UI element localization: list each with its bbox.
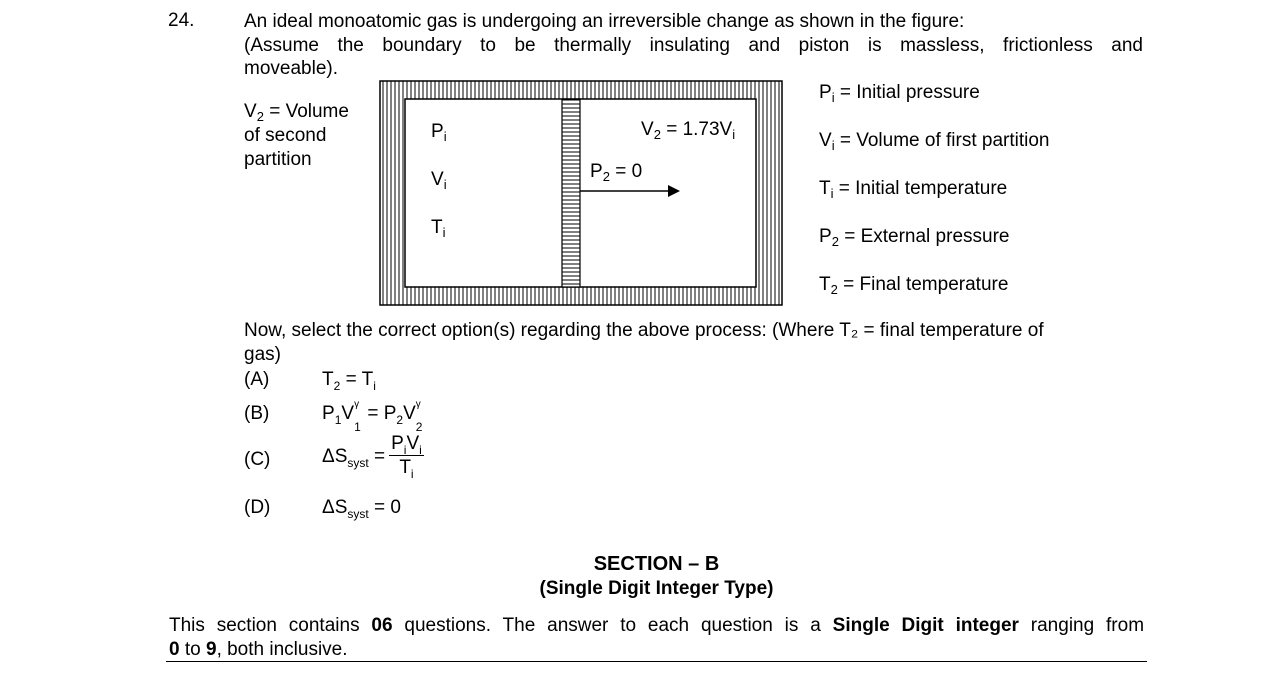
question-number: 24. [168,10,195,31]
option-b-expression: $P_1V$ γ 1 = $P_2V$ γ 2 [322,399,423,434]
option-c-expression: $\Delta S_{syst}$ = $\frac{P_iV_i}{T_i}$ [322,433,422,481]
legend-item: $V_i$ = Volume of first partition [819,130,1050,153]
label-vi: $V_i$ [431,169,447,192]
v2-side-label: $V_2$ = Volume of second partition [244,101,349,170]
bottom-rule [166,661,1147,662]
question-line-3: moveable). [244,58,338,79]
label-v2: $V_2 = 1.73V_i$ [641,119,736,142]
label-p2: $P_2 = 0$ [590,161,643,184]
section-subtitle: (Single Digit Integer Type) [539,578,774,599]
prompt-line-2: gas) [244,344,281,365]
option-d-label[interactable]: (D) [244,497,271,518]
piston-cylinder-figure [378,79,784,309]
piston [562,99,580,287]
section-title: SECTION – B [593,553,720,575]
legend-item: $T_i$ = Initial temperature [819,178,1008,201]
section-description-line-2: 0 to 9, both inclusive. [169,639,348,660]
legend-item: $T_2$ = Final temperature [819,274,1009,297]
option-d-expression: $\Delta S_{syst} = 0$ [322,497,401,521]
option-c-label[interactable]: (C) [244,449,271,470]
section-description-line-1: This section contains 06 questions. The answer to each question is a Single Digit integer ranging from [169,615,1145,636]
option-b-label[interactable]: (B) [244,403,270,424]
legend-item: $P_2$ = External pressure [819,226,1010,249]
legend-item: $P_i$ = Initial pressure [819,82,980,105]
option-a-expression: $T_2 = T_i$ [322,369,376,393]
question-line-2: (Assume the boundary to be thermally insulating and piston is massless, frictionless and [244,35,1143,56]
option-a-label[interactable]: (A) [244,369,270,390]
label-ti: $T_i$ [431,217,446,240]
prompt-line-1: Now, select the correct option(s) regarding the above process: (Where T₂ = final temperature of [244,320,1044,341]
question-line-1: An ideal monoatomic gas is undergoing an irreversible change as shown in the figure: [244,11,965,32]
label-pi: $P_i$ [431,121,447,144]
